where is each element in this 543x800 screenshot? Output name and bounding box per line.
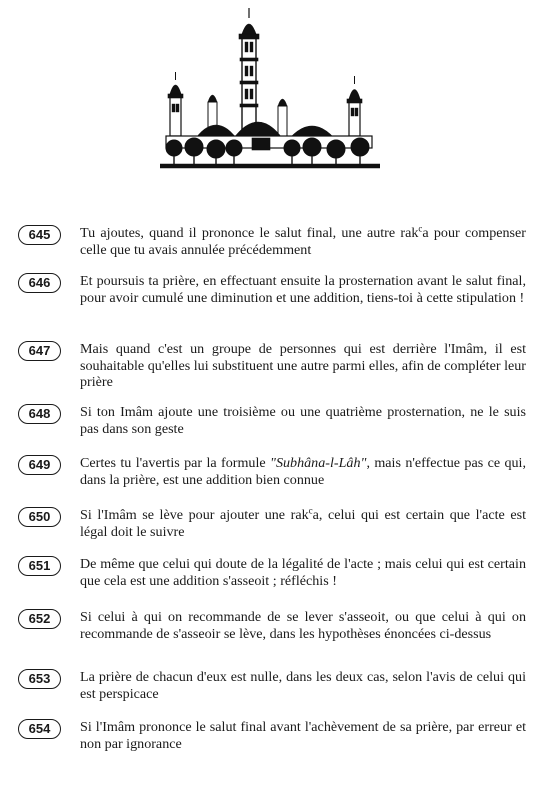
verse-number: 652 [18, 609, 61, 629]
verse-text: Si l'Imâm se lève pour ajouter une rak$^c$a, celui qui est certain que l'acte est légal doit le suivre [80, 505, 526, 540]
verse-number: 645 [18, 225, 61, 245]
verse-text: Tu ajoutes, quand il prononce le salut final, une autre rak$^c$a pour compenser celle que tu avais annulée précédemment [80, 223, 526, 258]
verse-text: De même que celui qui doute de la légalité de l'acte ; mais celui qui est certain que cela est une addition s'asseoit ; réfléchis ! [80, 556, 526, 589]
verse-text: Et poursuis ta prière, en effectuant ensuite la prosternation avant le salut final, pour avoir cumulé une diminution et une addition, tiens-toi à cette stipulation ! [80, 273, 526, 306]
verse-number: 653 [18, 669, 61, 689]
verse-text: Certes tu l'avertis par la formule "Subhâna-l-Lâh", mais n'effectue pas ce qui, dans la prière, est une addition bien connue [80, 455, 526, 488]
verse-text: La prière de chacun d'eux est nulle, dans les deux cas, selon l'avis de celui qui est perspicace [80, 669, 526, 702]
verse-text: Si ton Imâm ajoute une troisième ou une quatrième prosternation, ne le suis pas dans son geste [80, 404, 526, 437]
verse-number: 647 [18, 341, 61, 361]
verse-number: 648 [18, 404, 61, 424]
verse-number: 649 [18, 455, 61, 475]
verse-text: Si l'Imâm prononce le salut final avant l'achèvement de sa prière, par erreur et non par ignorance [80, 719, 526, 752]
verse-text: Mais quand c'est un groupe de personnes qui est derrière l'Imâm, il est souhaitable qu'elles lui substituent une autre parmi elles, afin de compléter leur prière [80, 341, 526, 391]
verse-number: 654 [18, 719, 61, 739]
verse-number: 651 [18, 556, 61, 576]
verse-text: Si celui à qui on recommande de se lever s'asseoit, ou que celui à qui on recommande de s'asseoir se lève, dans les hypothèses énoncées ci-dessus [80, 609, 526, 642]
verse-number: 650 [18, 507, 61, 527]
mosque-illustration [160, 6, 380, 172]
verse-number: 646 [18, 273, 61, 293]
